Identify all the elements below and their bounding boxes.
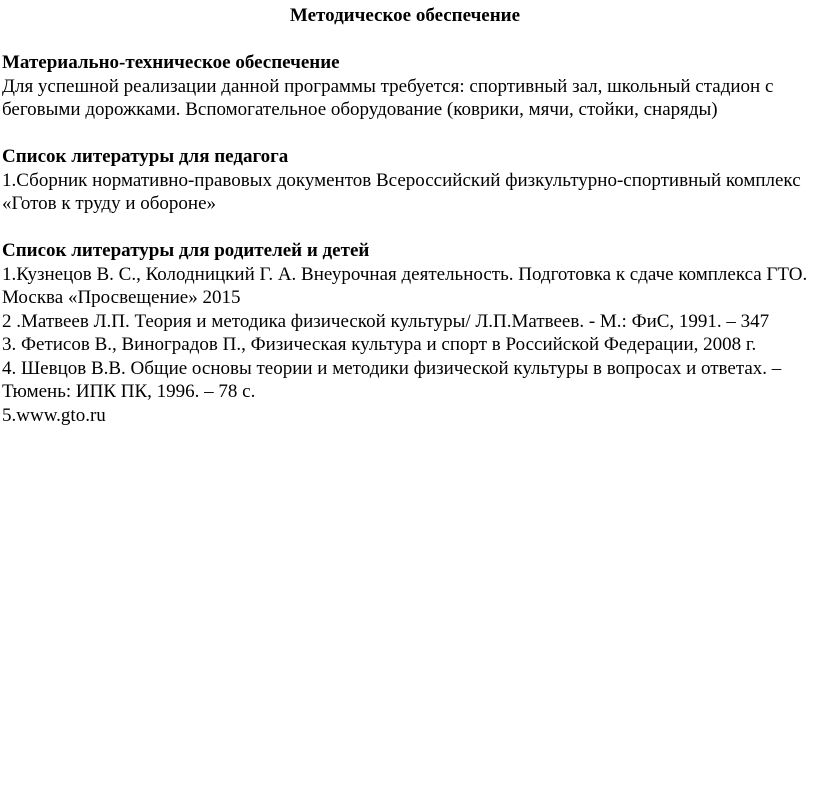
list-item: 2 .Матвеев Л.П. Теория и методика физической культуры/ Л.П.Матвеев. - М.: ФиС, 1991. – 347: [2, 310, 770, 332]
list-item: 1.Кузнецов В. С., Колодницкий Г. А. Внеурочная деятельность. Подготовка к сдаче комплекса ГТО. Москва «Просвещение» 2015: [2, 263, 808, 308]
section-parents-children-literature: [2, 239, 808, 427]
section-teacher-literature: [2, 145, 808, 216]
material-support-paragraph: Для успешной реализации данной программы требуется: спортивный зал, школьный стадион с беговыми дорожками. Вспомогательное оборудование (коврики, мячи, стойки, снаряды): [2, 75, 774, 120]
teacher-literature-list: [2, 169, 808, 216]
section-material-support: [2, 51, 808, 122]
document-title: Методическое обеспечение: [289, 5, 521, 26]
link-gto-website: 5.www.gto.ru: [2, 404, 106, 426]
list-item: 3. Фетисов В., Виноградов П., Физическая культура и спорт в Российской Федерации, 2008 г.: [2, 334, 757, 355]
list-item: 4. Шевцов В.В. Общие основы теории и методики физической культуры в вопросах и ответах. – Тюмень: ИПК ПК, 1996. – 78 с.: [2, 357, 782, 402]
list-item: 1.Сборник нормативно-правовых документов Всероссийский физкультурно-спортивный комплекс «Готов к труду и обороне»: [2, 169, 801, 214]
section-heading-parents-children-literature: Список литературы для родителей и детей: [2, 240, 370, 261]
section-heading-teacher-literature: Список литературы для педагога: [2, 146, 289, 167]
section-heading-material-support: Материально-техническое обеспечение: [2, 52, 340, 73]
parents-children-literature-list: [2, 263, 808, 428]
